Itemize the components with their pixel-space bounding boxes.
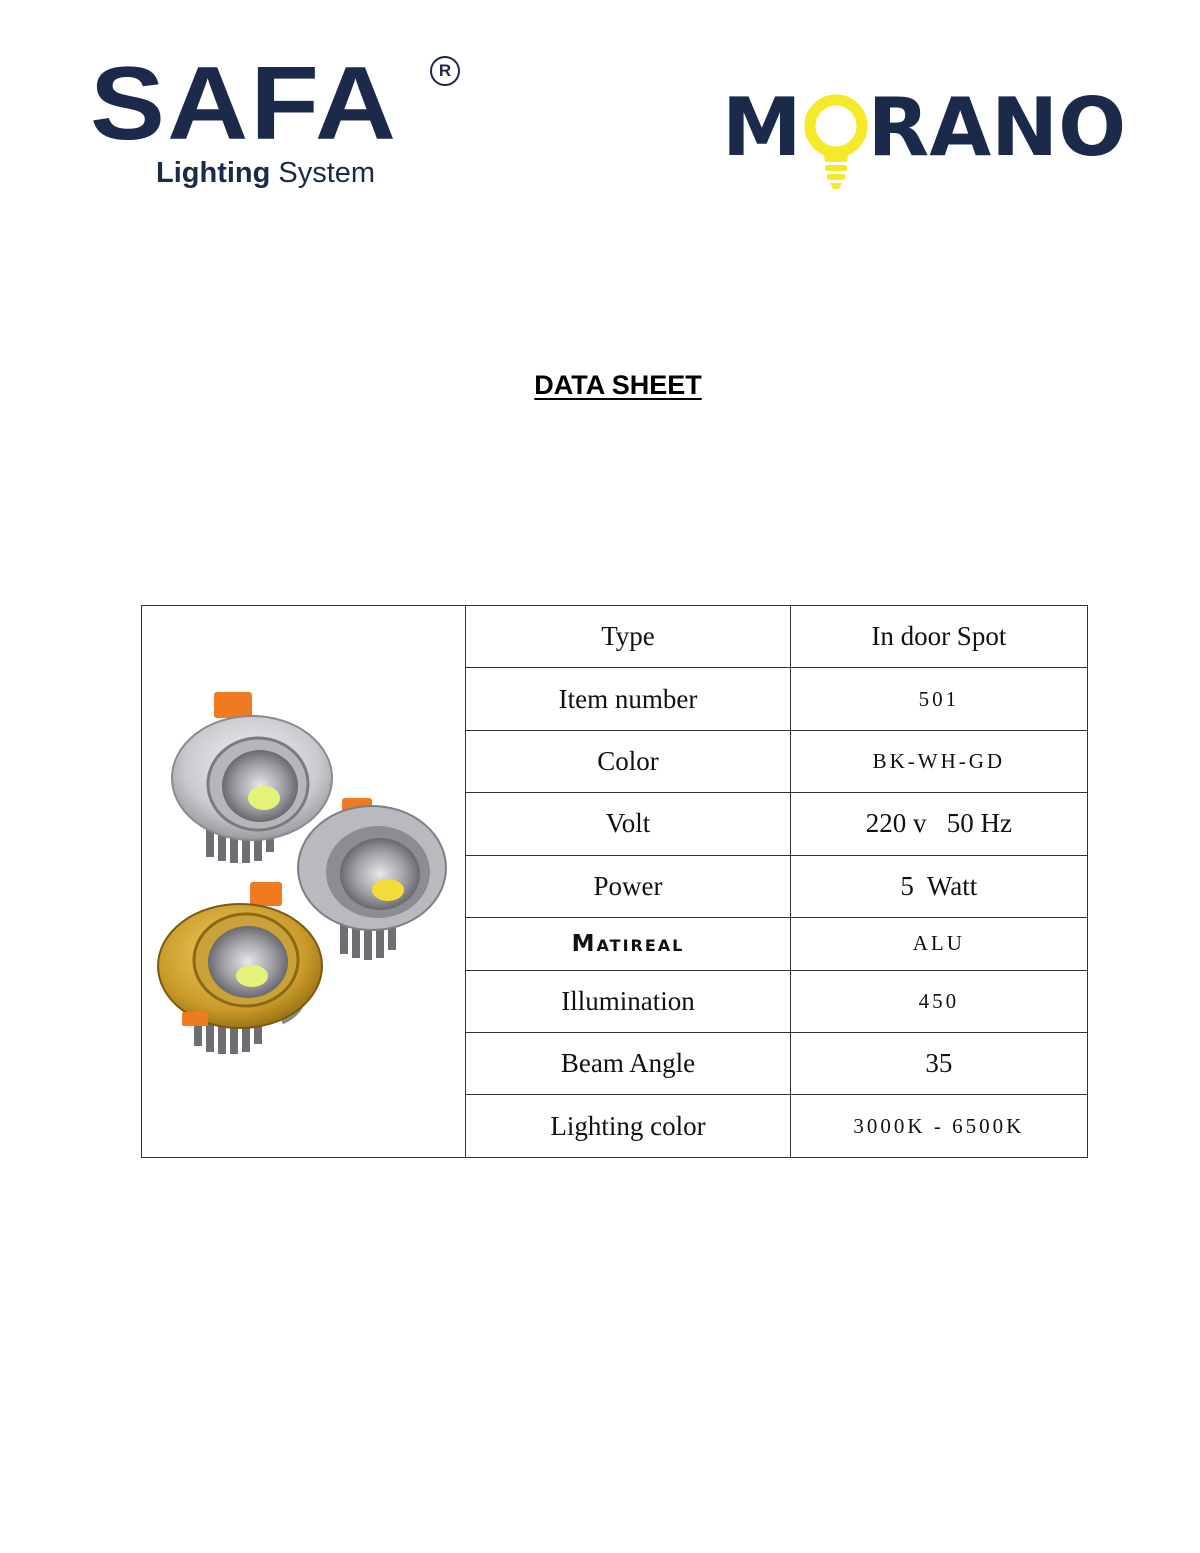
spec-value: 5 Watt [790, 855, 1087, 917]
product-image-cell [142, 606, 466, 1158]
safa-subtitle [156, 156, 375, 190]
spec-label: Volt [466, 793, 790, 855]
spec-label: Lighting color [466, 1095, 790, 1158]
spec-value: 501 [790, 668, 1087, 730]
spec-label: Beam Angle [466, 1033, 790, 1095]
page-title [0, 368, 1200, 402]
spec-table [141, 605, 1088, 1158]
spec-label: Item number [466, 668, 790, 730]
spec-label: Color [466, 730, 790, 792]
morano-wordmark: M RANO [722, 81, 1127, 174]
spec-label: Matireal [466, 918, 790, 971]
spec-value: In door Spot [790, 606, 1087, 668]
safa-subtitle-regular: System [278, 157, 376, 189]
spec-value: BK-WH-GD [790, 730, 1087, 792]
spec-label: Power [466, 855, 790, 917]
spec-value: 35 [790, 1033, 1087, 1095]
safa-subtitle-bold: Lighting [156, 157, 271, 189]
page-title-text: DATA SHEET [534, 370, 702, 400]
spec-value: 220 v 50 Hz [790, 793, 1087, 855]
safa-logo [90, 46, 470, 197]
spec-value: 3000K - 6500K [790, 1095, 1087, 1158]
spec-value: 450 [790, 970, 1087, 1032]
safa-wordmark: SAFA [90, 46, 399, 162]
spec-label: Illumination [466, 970, 790, 1032]
registered-mark-icon: R [430, 56, 460, 86]
light-bulb-icon [801, 92, 871, 192]
morano-logo [722, 81, 1132, 193]
spec-value: ALU [790, 918, 1087, 971]
spec-label: Type [466, 606, 790, 668]
spotlight-product-icon [154, 692, 454, 1072]
table-row [142, 606, 1088, 668]
